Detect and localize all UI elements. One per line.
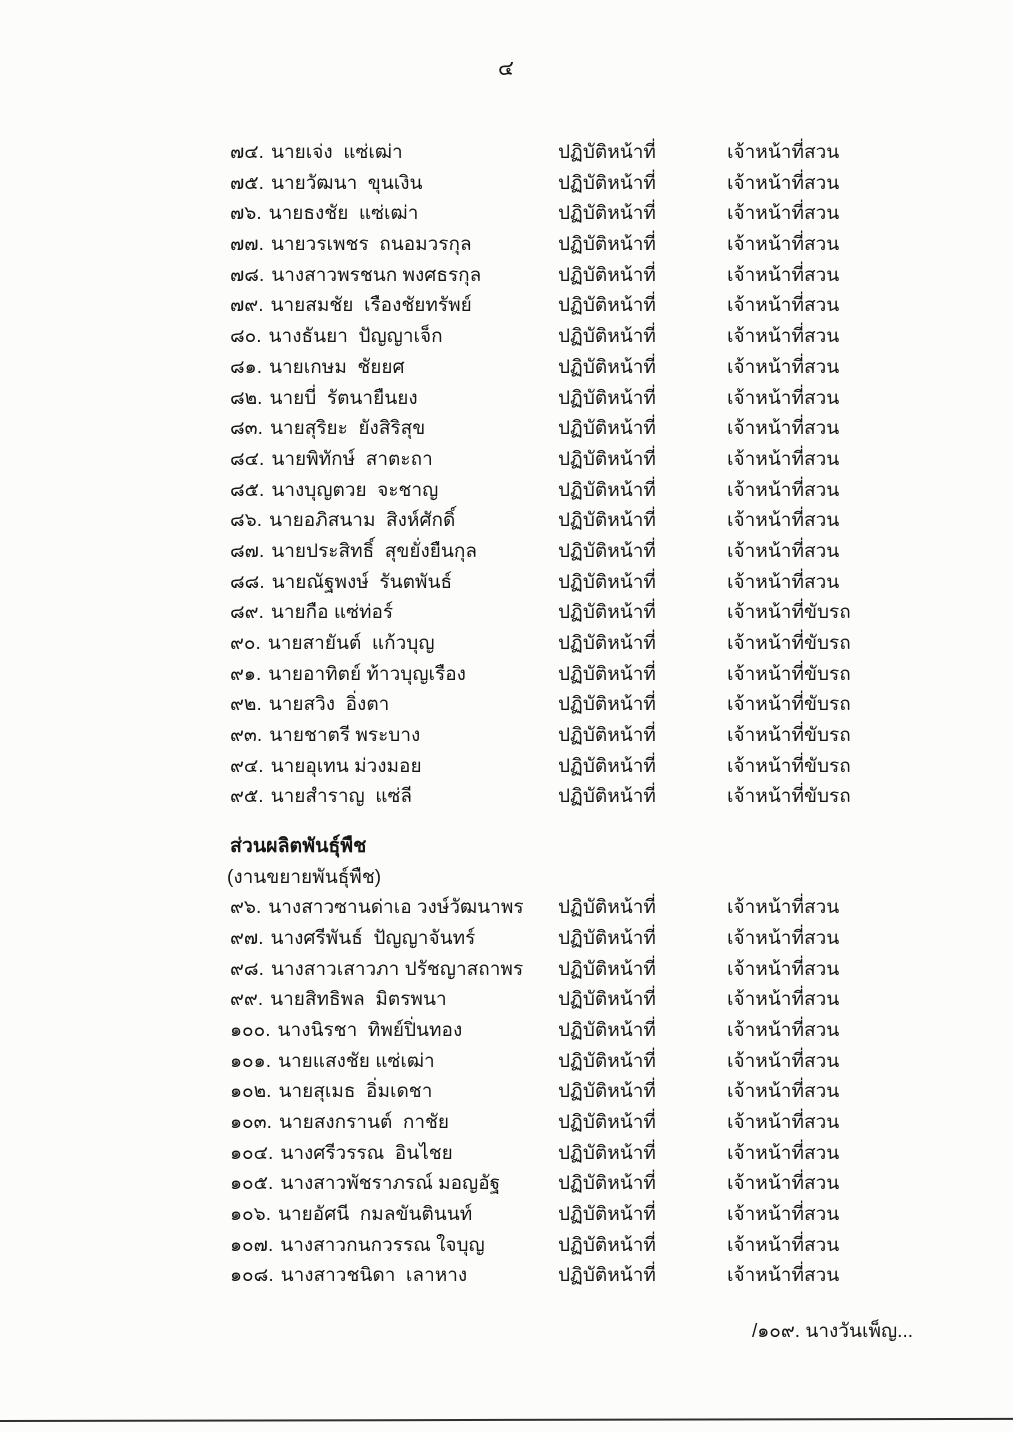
person-name: นายแสงชัย แซ่เฒ่า: [278, 1050, 435, 1072]
duty-text: ปฏิบัติหน้าที่: [558, 958, 656, 980]
position-text: เจ้าหน้าที่ขับรถ: [727, 786, 851, 808]
person-name: นางศรีวรรณ อินไชย: [280, 1142, 453, 1164]
table-row: [0, 322, 1013, 353]
name-cell: [230, 690, 558, 721]
table-row: [0, 230, 1013, 261]
position-text: เจ้าหน้าที่สวน: [727, 989, 840, 1011]
section-garden-staff: [0, 138, 1013, 813]
name-cell: [230, 955, 558, 986]
scan-edge-artifact: [0, 1418, 1013, 1422]
section-plant-propagation: [0, 893, 1013, 1292]
name-cell: [230, 322, 558, 353]
duty-text: ปฏิบัติหน้าที่: [558, 387, 656, 409]
person-name: นางสาวกนกวรรณ ใจบุญ: [280, 1234, 485, 1256]
section-subtitle: (งานขยายพันธุ์พืช): [227, 867, 382, 889]
person-name: นางสาวพรชนก พงศธรกุล: [271, 264, 482, 286]
table-row: [0, 353, 1013, 384]
position-text: เจ้าหน้าที่สวน: [727, 479, 840, 501]
continuation-note: /๑๐๙. นางวันเพ็ญ...: [751, 1321, 913, 1342]
name-cell: [230, 1016, 558, 1047]
row-number: ๙๕.: [230, 786, 264, 808]
position-text: เจ้าหน้าที่สวน: [727, 1050, 840, 1072]
row-number: ๙๔.: [230, 755, 264, 777]
person-name: นายเกษม ชัยยศ: [269, 356, 405, 378]
position-text: เจ้าหน้าที่สวน: [727, 1204, 840, 1225]
table-row: [0, 660, 1013, 691]
row-number: ๘๐.: [230, 326, 262, 348]
position-text: เจ้าหน้าที่สวน: [727, 1234, 840, 1256]
name-cell: [230, 230, 558, 261]
table-row: [0, 1231, 1013, 1262]
position-text: เจ้าหน้าที่สวน: [727, 1142, 840, 1164]
position-text: เจ้าหน้าที่สวน: [727, 1019, 840, 1041]
duty-text: ปฏิบัติหน้าที่: [558, 663, 656, 685]
duty-text: ปฏิบัติหน้าที่: [558, 633, 656, 654]
duty-text: ปฏิบัติหน้าที่: [558, 295, 656, 317]
table-row: [0, 506, 1013, 537]
position-text: เจ้าหน้าที่ขับรถ: [727, 725, 851, 747]
table-row: [0, 721, 1013, 752]
table-row: [0, 169, 1013, 200]
name-cell: [230, 1169, 558, 1200]
page-number: ๔: [498, 57, 515, 80]
position-text: เจ้าหน้าที่สวน: [727, 418, 840, 440]
person-name: นายสุเมธ อิ่มเดชา: [278, 1081, 433, 1103]
name-cell: [230, 660, 558, 691]
duty-text: ปฏิบัติหน้าที่: [558, 725, 656, 747]
person-name: นายธงชัย แซ่เฒ่า: [268, 203, 419, 225]
position-text: เจ้าหน้าที่สวน: [727, 264, 840, 286]
name-cell: [230, 1231, 558, 1262]
name-cell: [230, 1077, 558, 1108]
person-name: นายกือ แซ่ท่อร์: [270, 602, 394, 624]
name-cell: [230, 1261, 558, 1292]
duty-text: ปฏิบัติหน้าที่: [558, 264, 656, 286]
row-number: ๙๑.: [230, 663, 262, 685]
name-cell: [230, 1108, 558, 1139]
position-text: เจ้าหน้าที่สวน: [727, 295, 840, 317]
duty-text: ปฏิบัติหน้าที่: [558, 897, 656, 919]
person-name: นายสำราญ แซ่ลี: [270, 786, 413, 808]
position-text: เจ้าหน้าที่สวน: [727, 1265, 840, 1287]
table-row: [0, 629, 1013, 660]
table-row: [0, 261, 1013, 292]
person-name: นายเจ่ง แซ่เฒ่า: [270, 142, 403, 163]
person-name: นายสวิง อิ่งตา: [268, 694, 390, 716]
row-number: ๘๗.: [230, 540, 265, 562]
name-cell: [230, 1139, 558, 1170]
row-number: ๑๐๐.: [230, 1019, 271, 1041]
position-text: เจ้าหน้าที่สวน: [727, 897, 840, 919]
row-number: ๙๐.: [230, 633, 261, 654]
name-cell: [230, 476, 558, 507]
duty-text: ปฏิบัติหน้าที่: [558, 1173, 656, 1195]
person-name: นายสิทธิพล มิตรพนา: [270, 989, 447, 1011]
table-row: [0, 384, 1013, 415]
duty-text: ปฏิบัติหน้าที่: [558, 927, 656, 949]
table-row: [0, 1016, 1013, 1047]
table-row: [0, 598, 1013, 629]
duty-text: ปฏิบัติหน้าที่: [558, 694, 656, 716]
duty-text: ปฏิบัติหน้าที่: [558, 786, 656, 808]
name-cell: [230, 169, 558, 200]
row-number: ๗๖.: [230, 203, 262, 225]
duty-text: ปฏิบัติหน้าที่: [558, 571, 656, 593]
person-name: นางสาวเสาวภา ปรัชญาสถาพร: [270, 958, 524, 980]
personnel-list: [0, 138, 1013, 1292]
row-number: ๙๖.: [230, 897, 262, 919]
row-number: ๑๐๘.: [230, 1265, 274, 1287]
table-row: [0, 1261, 1013, 1292]
row-number: ๘๕.: [230, 479, 265, 501]
person-name: นายบี่ รัตนายืนยง: [269, 387, 418, 409]
table-row: [0, 1200, 1013, 1231]
person-name: นายสมชัย เรืองชัยทรัพย์: [270, 295, 472, 317]
position-text: เจ้าหน้าที่สวน: [727, 571, 840, 593]
position-text: เจ้าหน้าที่สวน: [727, 234, 840, 256]
name-cell: [230, 1200, 558, 1231]
position-text: เจ้าหน้าที่สวน: [727, 387, 840, 409]
section-title: ส่วนผลิตพันธุ์พืช: [230, 835, 367, 858]
duty-text: ปฏิบัติหน้าที่: [558, 1204, 656, 1225]
duty-text: ปฏิบัติหน้าที่: [558, 989, 656, 1011]
position-text: เจ้าหน้าที่ขับรถ: [727, 633, 851, 654]
duty-text: ปฏิบัติหน้าที่: [558, 234, 656, 256]
row-number: ๙๗.: [230, 927, 264, 949]
duty-text: ปฏิบัติหน้าที่: [558, 1234, 656, 1256]
row-number: ๑๐๗.: [230, 1234, 274, 1256]
row-number: ๑๐๖.: [230, 1204, 271, 1225]
duty-text: ปฏิบัติหน้าที่: [558, 1265, 656, 1287]
name-cell: [230, 353, 558, 384]
table-row: [0, 1108, 1013, 1139]
name-cell: [230, 752, 558, 783]
position-text: เจ้าหน้าที่สวน: [727, 356, 840, 378]
duty-text: ปฏิบัติหน้าที่: [558, 540, 656, 562]
duty-text: ปฏิบัติหน้าที่: [558, 142, 656, 163]
position-text: เจ้าหน้าที่สวน: [727, 510, 840, 532]
person-name: นางสาวชนิดา เลาหาง: [280, 1265, 468, 1287]
row-number: ๘๔.: [230, 448, 265, 470]
position-text: เจ้าหน้าที่ขับรถ: [727, 602, 851, 624]
name-cell: [230, 291, 558, 322]
name-cell: [230, 629, 558, 660]
table-row: [0, 138, 1013, 169]
position-text: เจ้าหน้าที่ขับรถ: [727, 755, 851, 777]
name-cell: [230, 199, 558, 230]
duty-text: ปฏิบัติหน้าที่: [558, 1050, 656, 1072]
position-text: เจ้าหน้าที่สวน: [727, 142, 840, 163]
person-name: นายประสิทธิ์ สุขยั่งยืนกุล: [271, 540, 478, 562]
duty-text: ปฏิบัติหน้าที่: [558, 418, 656, 440]
name-cell: [230, 893, 558, 924]
row-number: ๘๖.: [230, 510, 262, 532]
row-number: ๙๙.: [230, 989, 264, 1011]
person-name: นายอาทิตย์ ท้าวบุญเรือง: [268, 663, 466, 685]
table-row: [0, 537, 1013, 568]
person-name: นายอุเทน ม่วงมอย: [270, 755, 422, 777]
name-cell: [230, 384, 558, 415]
person-name: นางนิรชา ทิพย์ปิ่นทอง: [277, 1019, 463, 1041]
row-number: ๗๔.: [230, 142, 264, 163]
row-number: ๗๘.: [230, 264, 265, 286]
table-row: [0, 414, 1013, 445]
name-cell: [230, 1047, 558, 1078]
row-number: ๙๘.: [230, 958, 264, 980]
person-name: นายสุริยะ ยังสิริสุข: [269, 418, 426, 440]
name-cell: [230, 924, 558, 955]
position-text: เจ้าหน้าที่สวน: [727, 540, 840, 562]
position-text: เจ้าหน้าที่สวน: [727, 1111, 840, 1133]
table-row: [0, 985, 1013, 1016]
position-text: เจ้าหน้าที่สวน: [727, 172, 840, 194]
duty-text: ปฏิบัติหน้าที่: [558, 602, 656, 624]
row-number: ๑๐๑.: [230, 1050, 271, 1072]
person-name: นายณัฐพงษ์ รันตพันธ์: [271, 571, 453, 593]
row-number: ๘๘.: [230, 571, 265, 593]
duty-text: ปฏิบัติหน้าที่: [558, 203, 656, 225]
duty-text: ปฏิบัติหน้าที่: [558, 448, 656, 470]
position-text: เจ้าหน้าที่สวน: [727, 326, 840, 348]
row-number: ๑๐๒.: [230, 1081, 272, 1103]
name-cell: [230, 261, 558, 292]
person-name: นางสาวซานด่าเอ วงษ์วัฒนาพร: [268, 897, 524, 919]
person-name: นายพิทักษ์ สาตะถา: [271, 448, 433, 470]
name-cell: [230, 138, 558, 169]
table-row: [0, 199, 1013, 230]
table-row: [0, 782, 1013, 813]
position-text: เจ้าหน้าที่สวน: [727, 1081, 840, 1103]
person-name: นางธันยา ปัญญาเจ็ก: [268, 326, 443, 348]
table-row: [0, 690, 1013, 721]
duty-text: ปฏิบัติหน้าที่: [558, 326, 656, 348]
person-name: นายสงกรานต์ กาชัย: [278, 1111, 450, 1133]
duty-text: ปฏิบัติหน้าที่: [558, 356, 656, 378]
person-name: นายชาตรี พระบาง: [269, 725, 421, 747]
person-name: นางศรีพันธ์ ปัญญาจันทร์: [270, 927, 476, 949]
duty-text: ปฏิบัติหน้าที่: [558, 479, 656, 501]
person-name: นายสายันต์ แก้วบุญ: [267, 633, 435, 654]
table-row: [0, 752, 1013, 783]
duty-text: ปฏิบัติหน้าที่: [558, 1142, 656, 1164]
position-text: เจ้าหน้าที่สวน: [727, 958, 840, 980]
table-row: [0, 445, 1013, 476]
row-number: ๘๑.: [230, 356, 262, 378]
row-number: ๘๒.: [230, 387, 263, 409]
name-cell: [230, 721, 558, 752]
table-row: [0, 291, 1013, 322]
row-number: ๑๐๓.: [230, 1111, 272, 1133]
row-number: ๗๙.: [230, 295, 264, 317]
row-number: ๗๗.: [230, 234, 264, 256]
name-cell: [230, 598, 558, 629]
person-name: นายอภิสนาม สิงห์ศักดิ์: [269, 510, 456, 532]
name-cell: [230, 782, 558, 813]
table-row: [0, 1077, 1013, 1108]
table-row: [0, 568, 1013, 599]
position-text: เจ้าหน้าที่สวน: [727, 203, 840, 225]
table-row: [0, 1047, 1013, 1078]
table-row: [0, 924, 1013, 955]
duty-text: ปฏิบัติหน้าที่: [558, 172, 656, 194]
duty-text: ปฏิบัติหน้าที่: [558, 510, 656, 532]
position-text: เจ้าหน้าที่สวน: [727, 448, 840, 470]
name-cell: [230, 568, 558, 599]
position-text: เจ้าหน้าที่ขับรถ: [727, 694, 851, 716]
table-row: [0, 1169, 1013, 1200]
person-name: นายวัฒนา ขุนเงิน: [270, 172, 423, 194]
person-name: นางบุญตวย จะชาญ: [271, 479, 439, 501]
table-row: [0, 476, 1013, 507]
duty-text: ปฏิบัติหน้าที่: [558, 1019, 656, 1041]
duty-text: ปฏิบัติหน้าที่: [558, 1081, 656, 1103]
table-row: [0, 893, 1013, 924]
position-text: เจ้าหน้าที่สวน: [727, 927, 840, 949]
name-cell: [230, 537, 558, 568]
name-cell: [230, 506, 558, 537]
row-number: ๘๓.: [230, 418, 263, 440]
name-cell: [230, 985, 558, 1016]
table-row: [0, 955, 1013, 986]
person-name: นายอัศนี กมลขันตินนท์: [278, 1204, 473, 1225]
name-cell: [230, 414, 558, 445]
row-number: ๘๙.: [230, 602, 264, 624]
row-number: ๙๓.: [230, 725, 263, 747]
table-row: [0, 1139, 1013, 1170]
row-number: ๙๒.: [230, 694, 262, 716]
person-name: นางสาวพัชราภรณ์ มอญอัฐ: [280, 1173, 501, 1195]
row-number: ๑๐๕.: [230, 1173, 274, 1195]
person-name: นายวรเพชร ถนอมวรกุล: [270, 234, 472, 256]
duty-text: ปฏิบัติหน้าที่: [558, 755, 656, 777]
name-cell: [230, 445, 558, 476]
position-text: เจ้าหน้าที่ขับรถ: [727, 663, 851, 685]
row-number: ๑๐๔.: [230, 1142, 274, 1164]
duty-text: ปฏิบัติหน้าที่: [558, 1111, 656, 1133]
position-text: เจ้าหน้าที่สวน: [727, 1173, 840, 1195]
row-number: ๗๕.: [230, 172, 264, 194]
